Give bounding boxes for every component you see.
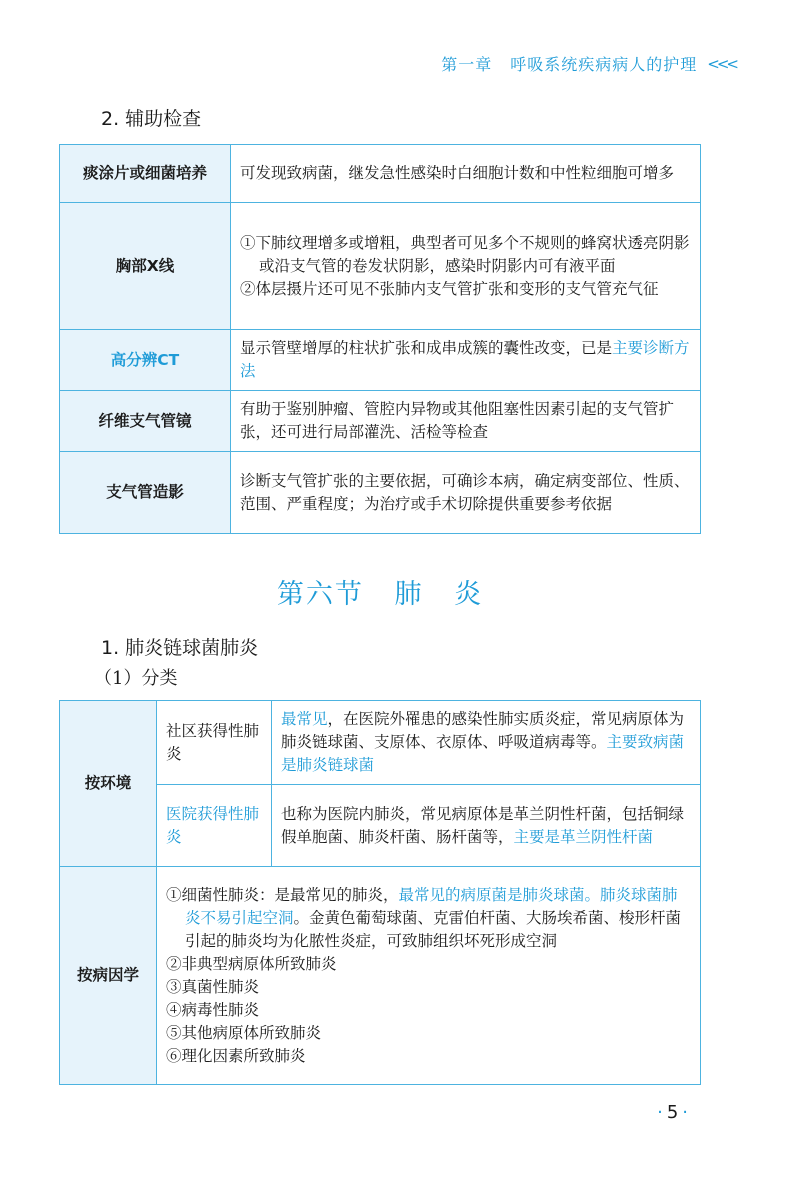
table-row (60, 391, 701, 452)
section-number: 第六节 (276, 579, 364, 610)
env-label: 按环境 (60, 701, 157, 867)
section-title-char: 炎 (454, 579, 484, 610)
table-row (60, 452, 701, 534)
aux-exam-table (59, 144, 701, 534)
table-row (60, 867, 701, 1085)
text-span: 显示管壁增厚的柱状扩张和成串成簇的囊性改变，已是 (240, 339, 613, 357)
hospital-content (272, 785, 701, 867)
row-content (231, 330, 701, 391)
section-title-char: 肺 (394, 579, 424, 610)
row-content (231, 452, 701, 534)
list-item: ④病毒性肺炎 (166, 1000, 260, 1019)
row-label: 支气管造影 (60, 452, 231, 534)
list-item: ①下肺纹理增多或增粗，典型者可见多个不规则的蜂窝状透亮阴影或沿支气管的卷发状阴影，感染时阴影内可有液平面 (240, 233, 690, 275)
page-number-value: 5 (666, 1102, 679, 1123)
etiology-label: 按病因学 (60, 867, 157, 1085)
classification-table (59, 700, 701, 1085)
highlight-span: 最常见 (281, 710, 328, 728)
list-item: ⑤其他病原体所致肺炎 (166, 1023, 322, 1042)
hospital-label: 医院获得性肺炎 (157, 785, 272, 867)
highlight-span: 主要诊断方法 (240, 339, 690, 380)
chapter-number: 第一章 (441, 55, 493, 74)
chevrons-left-icon: <<< (707, 54, 736, 73)
text-span: ，在医院外罹患的感染性肺实质炎症，常见病原体为肺炎链球菌、支原体、衣原体、呼吸道病毒等。 (281, 710, 685, 751)
classification-subheading: （1）分类 (94, 668, 178, 689)
row-content (231, 391, 701, 452)
table-row (60, 145, 701, 203)
highlight-span: 主要致病菌是肺炎链球菌 (281, 733, 685, 774)
community-content (272, 701, 701, 785)
dot-left: · (657, 1102, 663, 1123)
table-row (60, 785, 701, 867)
text-span: 诊断支气管扩张的主要依据，可确诊本病，确定病变部位、性质、范围、严重程度；为治疗或手术切除提供重要参考依据 (240, 471, 690, 513)
list-item: ③真菌性肺炎 (166, 977, 260, 996)
row-label: 高分辨CT (60, 330, 231, 391)
text-span: 也称为医院内肺炎，常见病原体是革兰阴性杆菌，包括铜绿假单胞菌、肺炎杆菌、肠杆菌等， (281, 804, 685, 846)
running-head (441, 52, 736, 75)
list-item: ②非典型病原体所致肺炎 (166, 954, 337, 973)
dot-right: · (682, 1102, 688, 1123)
page-number (653, 1102, 692, 1123)
highlight-span: 主要是革兰阴性杆菌 (513, 827, 654, 846)
community-label: 社区获得性肺炎 (157, 701, 272, 785)
row-label: 纤维支气管镜 (60, 391, 231, 452)
table-row (60, 203, 701, 330)
row-content (231, 203, 701, 330)
list-item: ⑥理化因素所致肺炎 (166, 1046, 306, 1065)
row-label: 痰涂片或细菌培养 (60, 145, 231, 203)
table-row (60, 330, 701, 391)
pneumonia-heading: 1. 肺炎链球菌肺炎 (101, 637, 259, 659)
text-span: 可发现致病菌，继发急性感染时白细胞计数和中性粒细胞可增多 (240, 164, 675, 182)
text-span: 有助于鉴别肿瘤、管腔内异物或其他阻塞性因素引起的支气管扩张，还可进行局部灌洗、活检等检查 (240, 400, 675, 441)
text-span: ①细菌性肺炎：是最常见的肺炎， (166, 885, 399, 904)
list-item (166, 884, 691, 953)
highlight-span: 最常见的病原菌是肺炎球菌。肺炎球菌肺炎不易引起空洞 (185, 885, 678, 927)
section-title (0, 572, 760, 611)
list-item: ②体层摄片还可见不张肺内支气管扩张和变形的支气管充气征 (240, 279, 659, 298)
chapter-title: 呼吸系统疾病病人的护理 (510, 55, 698, 74)
table-row (60, 701, 701, 785)
etiology-content (157, 867, 701, 1085)
row-label: 胸部X线 (60, 203, 231, 330)
aux-exam-heading: 2. 辅助检查 (101, 108, 202, 130)
text-span: 。金黄色葡萄球菌、克雷伯杆菌、大肠埃希菌、梭形杆菌引起的肺炎均为化脓性炎症，可致肺组织坏死形成空洞 (185, 908, 682, 950)
row-content (231, 145, 701, 203)
